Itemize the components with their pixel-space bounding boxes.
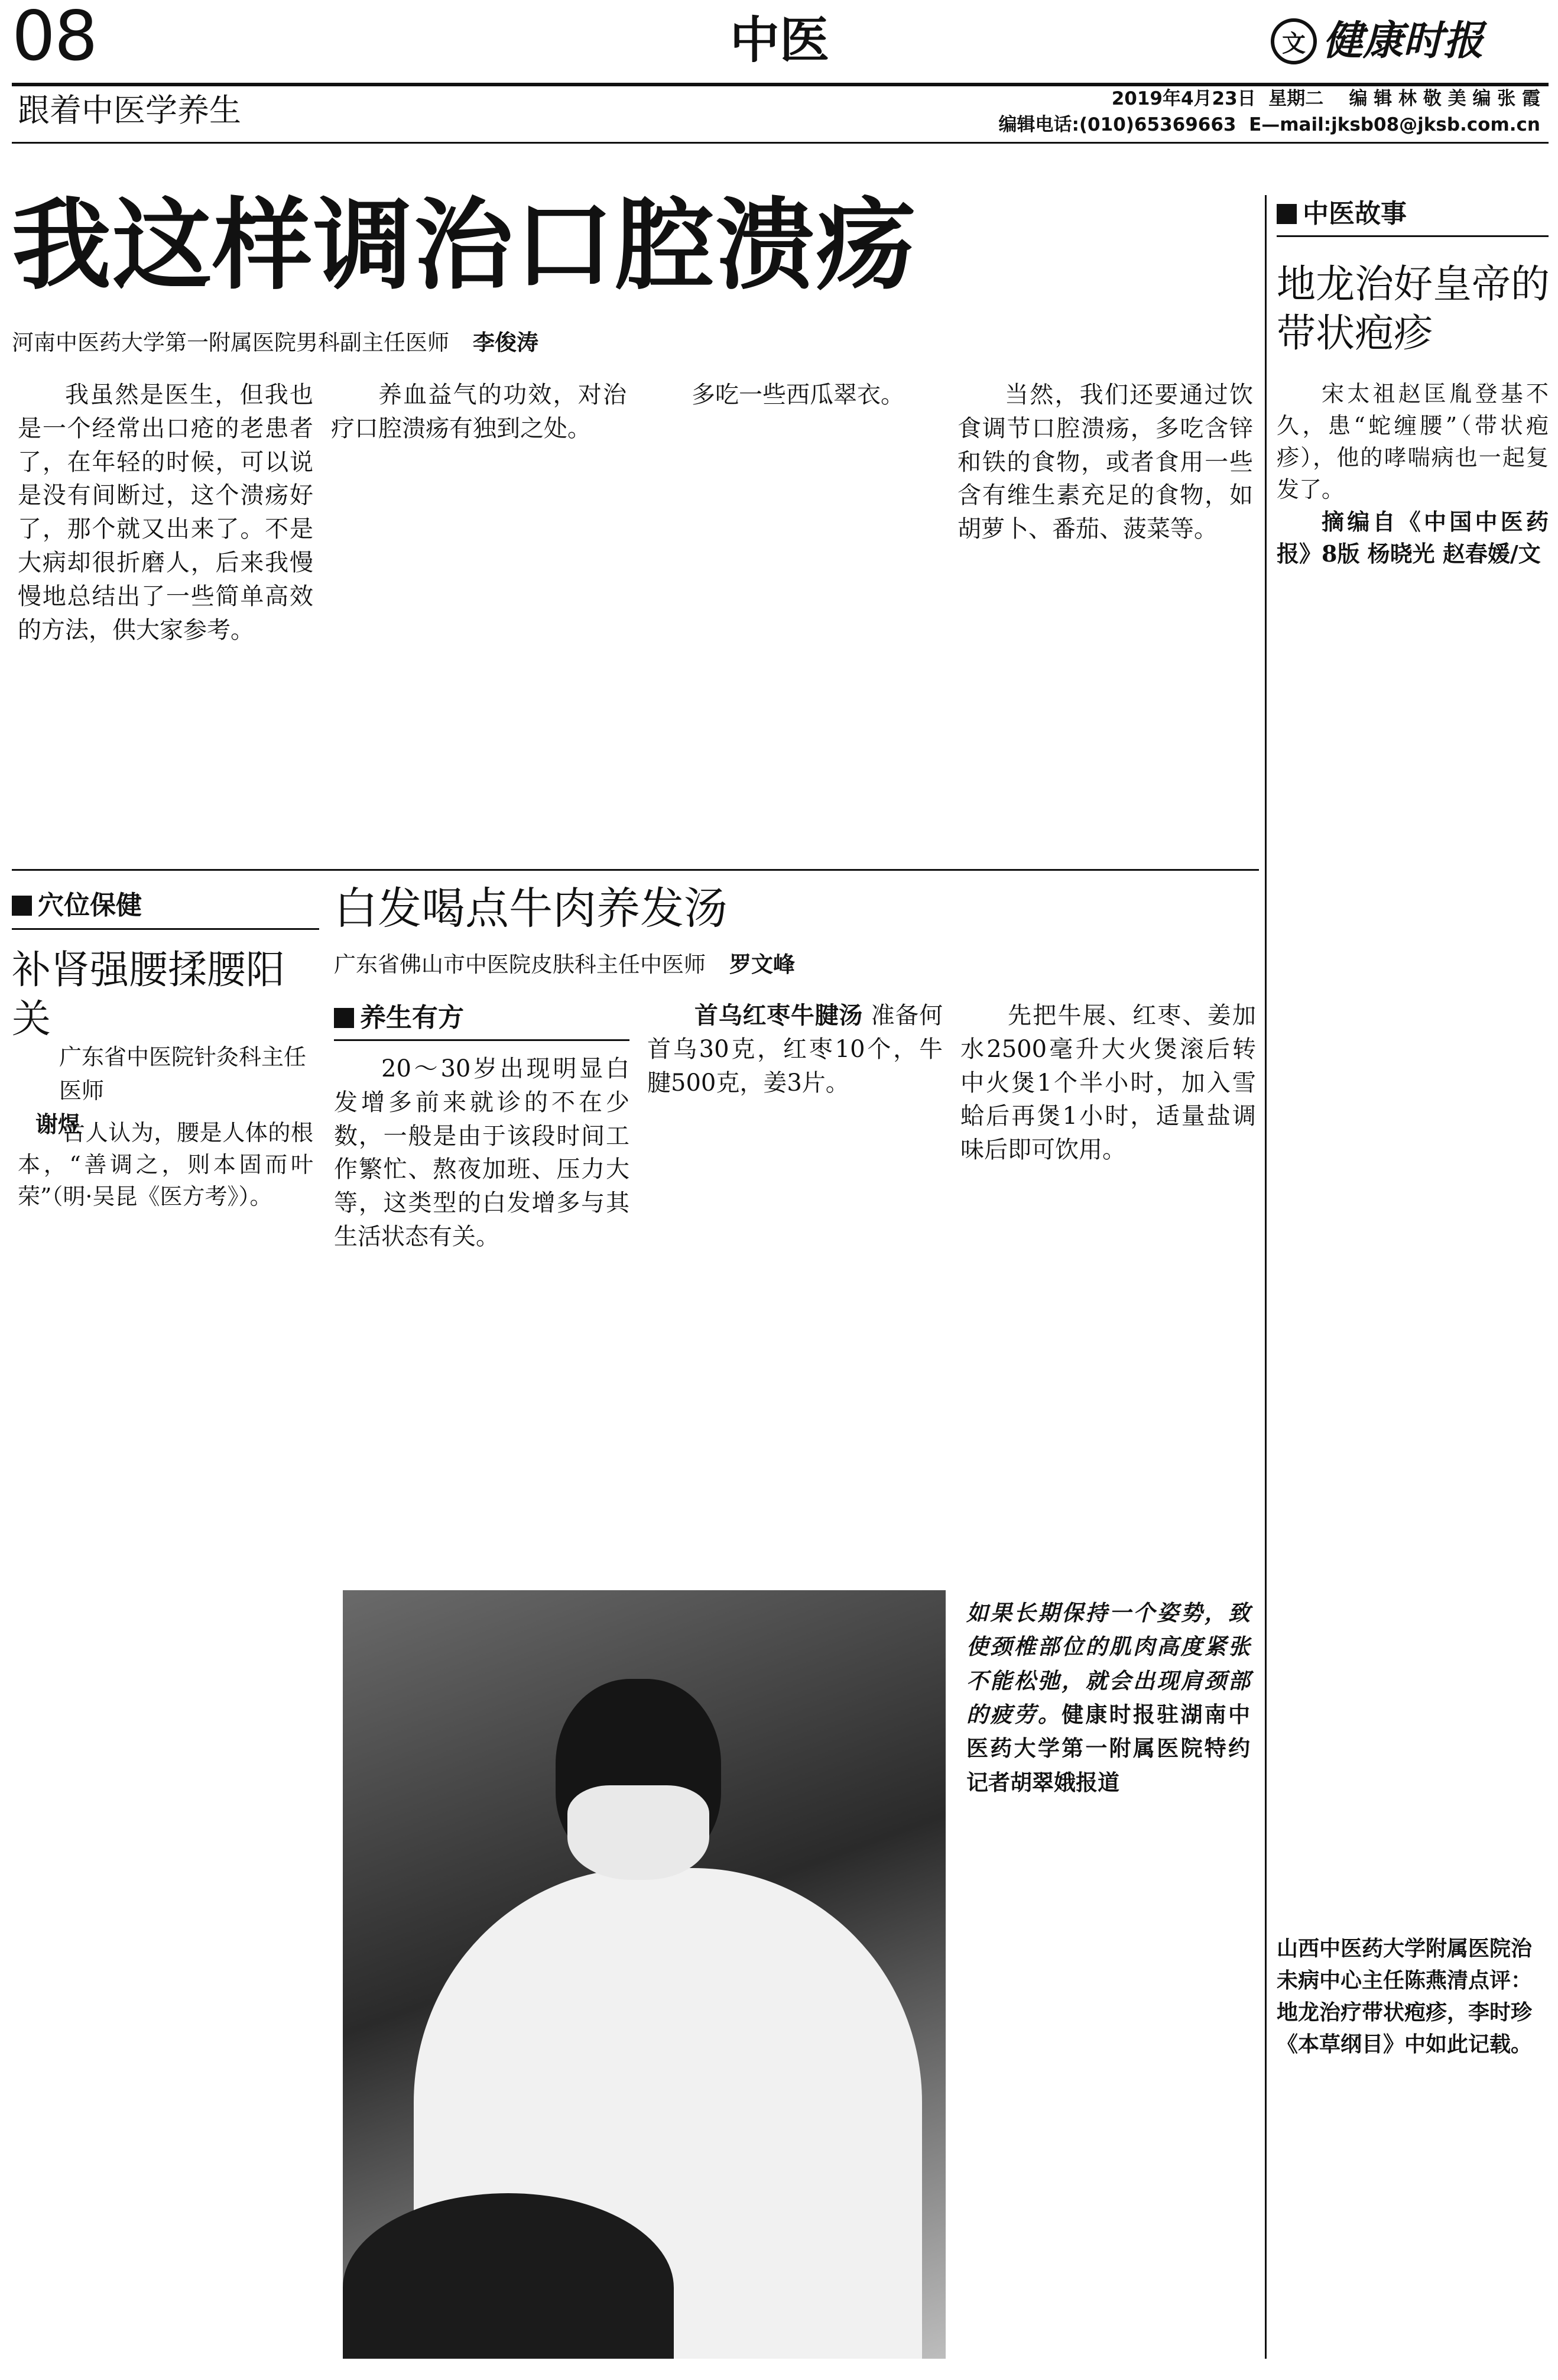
hair-article-title: 白发喝点牛肉养发汤: [334, 883, 728, 934]
byline-author: 罗文峰: [729, 952, 795, 977]
main-headline: 我这样调治口腔溃疡: [12, 186, 916, 303]
section-rule: [1277, 235, 1549, 237]
sidebar-divider: [1265, 195, 1267, 2359]
square-bullet-icon: [12, 896, 32, 916]
byline-org: 河南中医药大学第一附属医院男科副主任医师: [12, 330, 449, 355]
acupoint-paragraph: 古人认为，腰是人体的根本，“善调之，则本固而叶荣”（明·吴昆《医方考》）。: [18, 1120, 313, 1210]
hair-byline: [334, 952, 795, 978]
main-byline: [12, 330, 538, 356]
recipe-name: 首乌红枣牛腱汤: [694, 1001, 864, 1029]
date-editor-line: 2019年4月23日 星期二 编 辑 林 敬 美 编 张 霞: [1111, 88, 1540, 109]
section-label-text: 中医故事: [1303, 199, 1407, 229]
section-title: 中医: [730, 11, 830, 69]
expert-comment: 山西中医药大学附属医院治未病中心主任陈燕清点评：地龙治疗带状疱疹，李时珍《本草纲目》中如此记载。: [1277, 1937, 1533, 2057]
logo-text: 健康时报: [1323, 18, 1484, 64]
page-number: 08: [12, 0, 97, 76]
section-label-acupoint: [12, 890, 142, 920]
main-column-2: [331, 378, 627, 446]
story-column: [1277, 378, 1549, 570]
byline-org: 广东省中医院针灸科主任医师: [59, 1044, 307, 1104]
hair-column-1: [334, 1052, 629, 1254]
story-title: 地龙治好皇帝的带状疱疹: [1277, 261, 1550, 356]
caption-credit: 健康时报驻湖南中医药大学第一附属医院特约记者: [966, 1702, 1251, 1795]
main-paragraph: 我虽然是医生，但我也是一个经常出口疮的老患者了，在年轻的时候，可以说是没有间断过，这个溃疡好了，那个就又出来了。不是大病却很折磨人，后来我慢慢地总结出了一些简单高效的方法，供大家参考。: [18, 381, 313, 644]
square-bullet-icon: [1277, 204, 1297, 224]
section-rule: [334, 1039, 629, 1041]
byline-org: 广东省佛山市中医院皮肤科主任中医师: [334, 952, 706, 977]
header-divider-thin: [12, 142, 1549, 144]
recipe-text: 准备何首乌30克，红枣10个，牛腱500克，姜3片。: [647, 1002, 943, 1097]
hair-column-2: [647, 999, 943, 1100]
caption-reporter: 胡翠娥报道: [1010, 1769, 1119, 1795]
main-paragraph: 养血益气的功效，对治疗口腔溃疡有独到之处。: [331, 381, 627, 442]
story-paragraph: 宋太祖赵匡胤登基不久，患“蛇缠腰”（带状疱疹），他的哮喘病也一起复发了。: [1277, 381, 1549, 502]
section-label-text: 穴位保健: [38, 890, 142, 920]
contact-line: 编辑电话:(010)65369663 E—mail:jksb08@jksb.com.cn: [998, 114, 1540, 135]
recipe-paragraph: [647, 999, 943, 1100]
main-paragraph: 多吃一些西瓜翠衣。: [692, 381, 904, 408]
caption-body: 如果长期保持一个姿势，致使颈椎部位的肌肉高度紧张不能松弛，就会出现肩颈部的疲劳。: [966, 1600, 1250, 1728]
main-paragraph: 当然，我们还要通过饮食调节口腔溃疡，多吃含锌和铁的食物，或者食用一些含有维生素充足的食物，如胡萝卜、番茄、菠菜等。: [957, 381, 1253, 543]
section-label-yangsheng: [334, 1005, 464, 1031]
subsection-title: 跟着中医学养生: [18, 92, 241, 129]
byline-author: 谢煜: [35, 1111, 81, 1137]
main-column-4: [957, 378, 1253, 546]
section-label-text: 养生有方: [360, 1003, 464, 1033]
newspaper-logo: [1271, 17, 1549, 66]
acupoint-column: [18, 1117, 313, 1213]
square-bullet-icon: [334, 1008, 354, 1028]
hair-paragraph: 20～30岁出现明显白发增多前来就诊的不在少数，一般是由于该段时间工作繁忙、熬夜加班、压力大等，这类型的白发增多与其生活状态有关。: [334, 1055, 629, 1250]
section-rule: [12, 928, 319, 930]
logo-mark-icon: 文: [1271, 18, 1317, 64]
header-divider: [12, 83, 1549, 86]
photo-caption: [966, 1596, 1250, 1799]
acupuncture-photo: [343, 1590, 946, 2359]
main-column-3: [644, 378, 940, 412]
hair-paragraph: 先把牛展、红枣、姜加水2500毫升大火煲滚后转中火煲1个半小时，加入雪蛤后再煲1小时，适量盐调味后即可饮用。: [960, 1002, 1256, 1164]
face-mask-shape: [567, 1785, 709, 1880]
mid-page-divider: [12, 869, 1259, 871]
story-attribution: 摘编自《中国中医药报》8版 杨晓光 赵春媛/文: [1277, 508, 1549, 567]
main-column-1: [18, 378, 313, 647]
byline-author: 李俊涛: [473, 330, 538, 355]
hair-column-3: [960, 999, 1256, 1167]
section-label-story: [1277, 201, 1407, 227]
acupoint-title: 补肾强腰揉腰阳关: [12, 947, 285, 1042]
